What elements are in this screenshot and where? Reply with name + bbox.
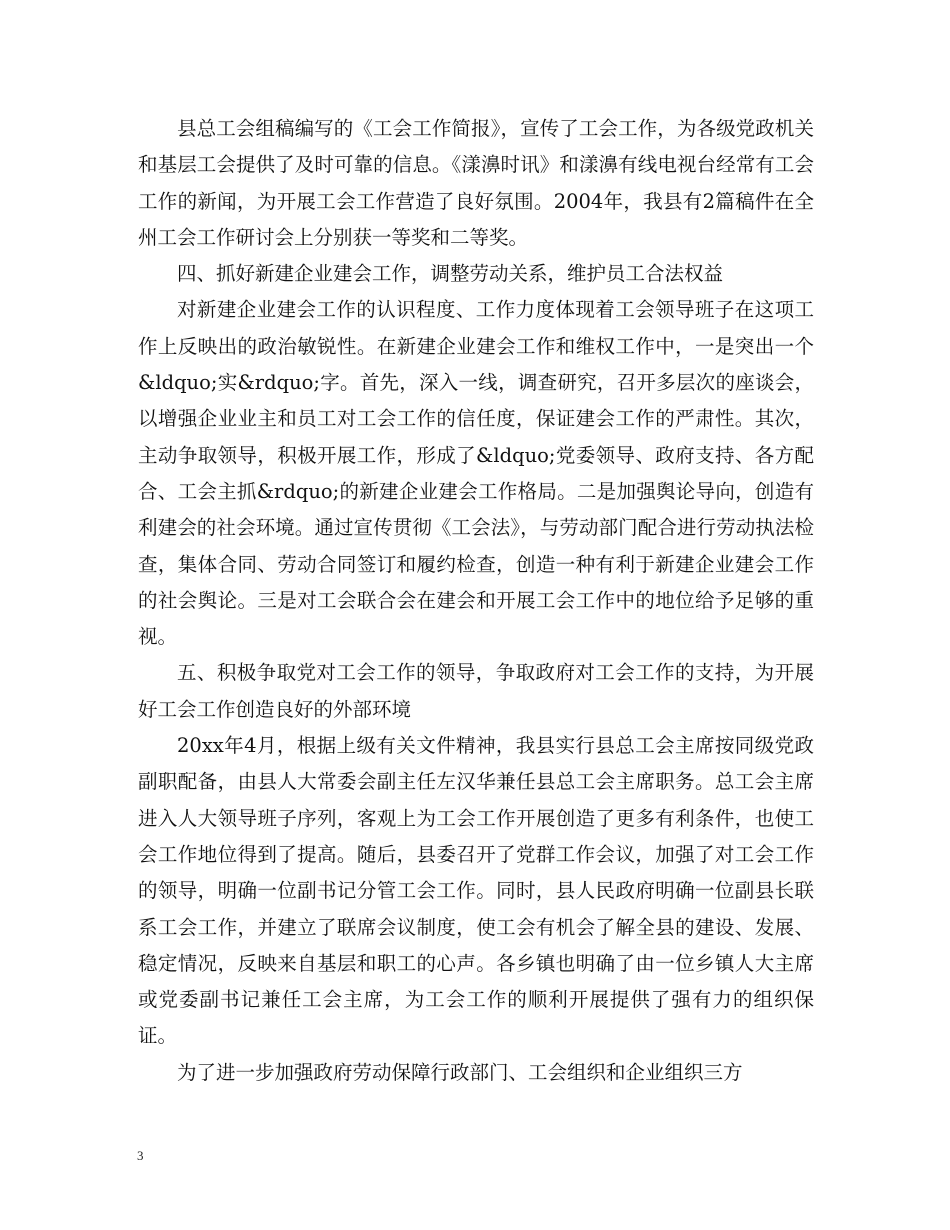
paragraph-new-enterprise-unions: 对新建企业建会工作的认识程度、工作力度体现着工会领导班子在这项工作上反映出的政治敏锐性。在新建企业建会工作和维权工作中，一是突出一个&ldquo;实&rdquo;字。首先，深入一线，调查研究，召开多层次的座谈会，以增强企业业主和员工对工会工作的信任度，保证建会工作的严肃性。其次，主动争取领导，积极开展工作，形成了&ldquo;党委领导、政府支持、各方配合、工会主抓&rdquo;的新建企业建会工作格局。二是加强舆论导向，创造有利建会的社会环境。通过宣传贯彻《工会法》，与劳动部门配合进行劳动执法检查，集体合同、劳动合同签订和履约检查，创造一种有利于新建企业建会工作的社会舆论。三是对工会联合会在建会和开展工会工作中的地位给予足够的重视。 — [138, 298, 814, 649]
paragraph-party-leadership: 20xx年4月，根据上级有关文件精神，我县实行县总工会主席按同级党政副职配备，由县人大常委会副主任左汉华兼任县总工会主席职务。总工会主席进入人大领导班子序列，客观上为工会工作开展创造了更多有利条件，也使工会工作地位得到了提高。随后，县委召开了党群工作会议，加强了对工会工作的领导，明确一位副书记分管工会工作。同时，县人民政府明确一位副县长联系工会工作，并建立了联席会议制度，使工会有机会了解全县的建设、发展、稳定情况，反映来自基层和职工的心声。各乡镇也明确了由一位乡镇人大主席或党委副书记兼任工会主席，为工会工作的顺利开展提供了强有力的组织保证。 — [138, 734, 814, 1048]
page-number: 3 — [137, 1148, 144, 1163]
section-heading-5: 五、积极争取党对工会工作的领导，争取政府对工会工作的支持，为开展好工会工作创造良好的外部环境 — [138, 661, 814, 721]
section-heading-4: 四、抓好新建企业建会工作，调整劳动关系，维护员工合法权益 — [177, 262, 724, 286]
paragraph-tripartite: 为了进一步加强政府劳动保障行政部门、工会组织和企业组织三方 — [177, 1060, 743, 1084]
body-text — [138, 111, 814, 1091]
paragraph-work-bulletin: 县总工会组稿编写的《工会工作简报》，宣传了工会工作，为各级党政机关和基层工会提供了及时可靠的信息。《漾濞时讯》和漾濞有线电视台经常有工会工作的新闻，为开展工会工作营造了良好氛围。2004年，我县有2篇稿件在全州工会工作研讨会上分别获一等奖和二等奖。 — [138, 117, 814, 249]
